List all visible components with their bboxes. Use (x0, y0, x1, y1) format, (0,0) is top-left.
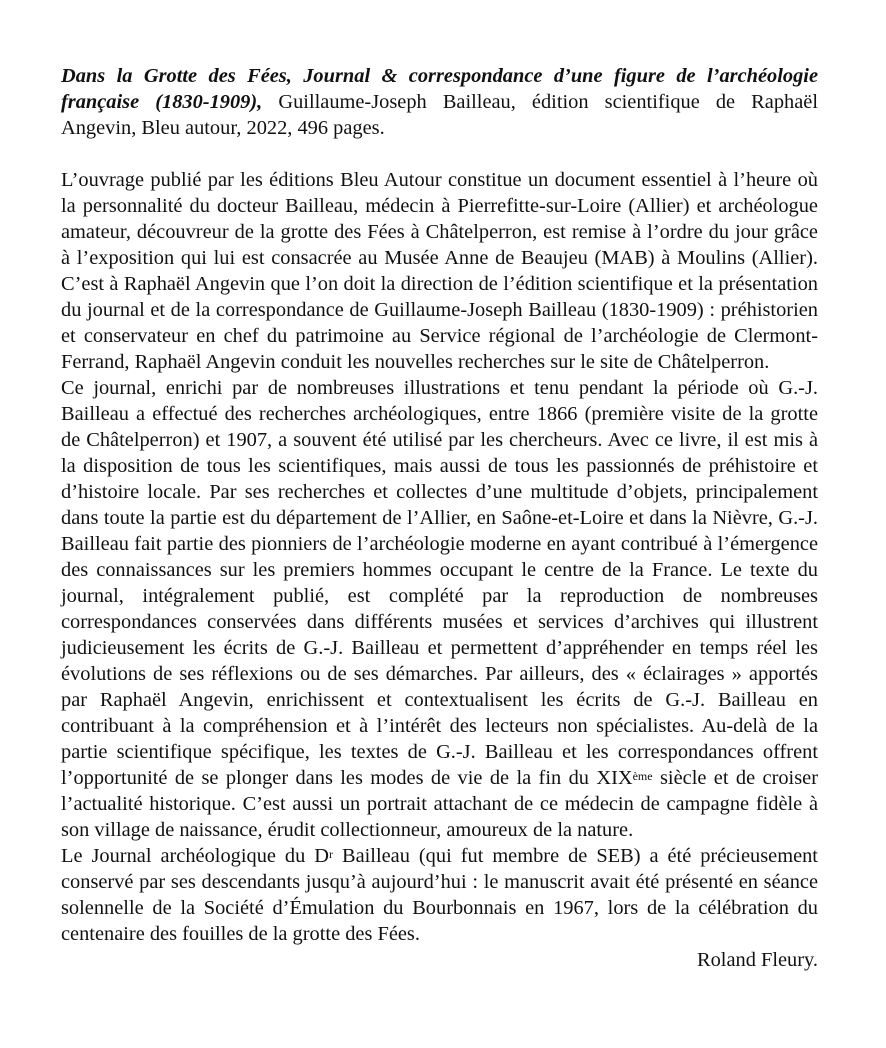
book-title: Dans la Grotte des Fées, Journal & correspondance d’une figure de l’archéologie française (1830-1909), (61, 65, 818, 113)
paragraph-intro: L’ouvrage publié par les éditions Bleu Autour constitue un document essentiel à l’heure où la personnalité du docteur Bailleau, médecin à Pierrefitte-sur-Loire (Allier) et archéologue amateur, découvreur de la grotte des Fées à Châtelperron, est remise à l’ordre du jour grâce à l’exposition qui lui est consacrée au Musée Anne de Beaujeu (MAB) à Moulins (Allier). C’est à Raphaël Angevin que l’on doit la direction de l’édition scientifique et la présentation du journal et de la correspondance de Guillaume-Joseph Bailleau (1830-1909) : préhistorien et conservateur en chef du patrimoine au Service régional de l’archéologie de Clermont-Ferrand, Raphaël Angevin conduit les nouvelles recherches sur le site de Châtelperron. (61, 169, 818, 373)
author-signature: Roland Fleury. (696, 949, 818, 971)
paragraph-journal-part2: siècle et de croiser l’actualité historique. C’est aussi un portrait attachant de ce médecin de campagne fidèle à son village de naissance, érudit collectionneur, amoureux de la nature. (61, 767, 818, 841)
paragraph-conclusion-part1: Le Journal archéologique du D (61, 845, 330, 867)
doctor-superscript: r (329, 847, 334, 861)
paragraph-journal-part1: Ce journal, enrichi par de nombreuses illustrations et tenu pendant la période où G.-J. Bailleau a effectué des recherches archéologiques, entre 1866 (première visite de la grotte de Châtelperron) et 1907, a souvent été utilisé par les chercheurs. Avec ce livre, il est mis à la disposition de tous les scientifiques, mais aussi de tous les passionnés de préhistoire et d’histoire locale. Par ses recherches et collectes d’une multitude d’objets, principalement dans toute la partie est du département de l’Allier, en Saône-et-Loire et dans la Nièvre, G.-J. Bailleau fait partie des pionniers de l’archéologie moderne en ayant contribué à l’émergence des connaissances sur les premiers hommes occupant le centre de la France. Le texte du journal, intégralement publié, est complété par la reproduction de nombreuses correspondances conservées dans différents musées et services d’archives qui illustrent judicieusement les écrits de G.-J. Bailleau et permettent d’appréhender en temps réel les évolutions de ses réflexions ou de ses démarches. Par ailleurs, des « éclairages » apportés par Raphaël Angevin, enrichissent et contextualisent les écrits de G.-J. Bailleau en contribuant à la compréhension et à l’intérêt des lecteurs non spécialistes. Au-delà de la partie scientifique spécifique, les textes de G.-J. Bailleau et les correspondances offrent l’opportunité de se plonger dans les modes de vie de la fin du XIX (61, 377, 818, 789)
paragraph-conclusion-part2: Bailleau (qui fut membre de SEB) a été précieusement conservé par ses descendants jusqu’à aujourd’hui : le manuscrit avait été présenté en séance solennelle de la Société d’Émulation du Bourbonnais en 1967, lors de la célébration du centenaire des fouilles de la grotte des Fées. (61, 845, 818, 945)
paragraph-journal (61, 375, 818, 843)
paragraph-conclusion (61, 843, 818, 947)
century-superscript: ème (632, 769, 653, 783)
book-details: Guillaume-Joseph Bailleau, édition scientifique de Raphaël Angevin, Bleu autour, 2022, 496 pages. (61, 91, 818, 139)
book-reference (61, 63, 818, 141)
